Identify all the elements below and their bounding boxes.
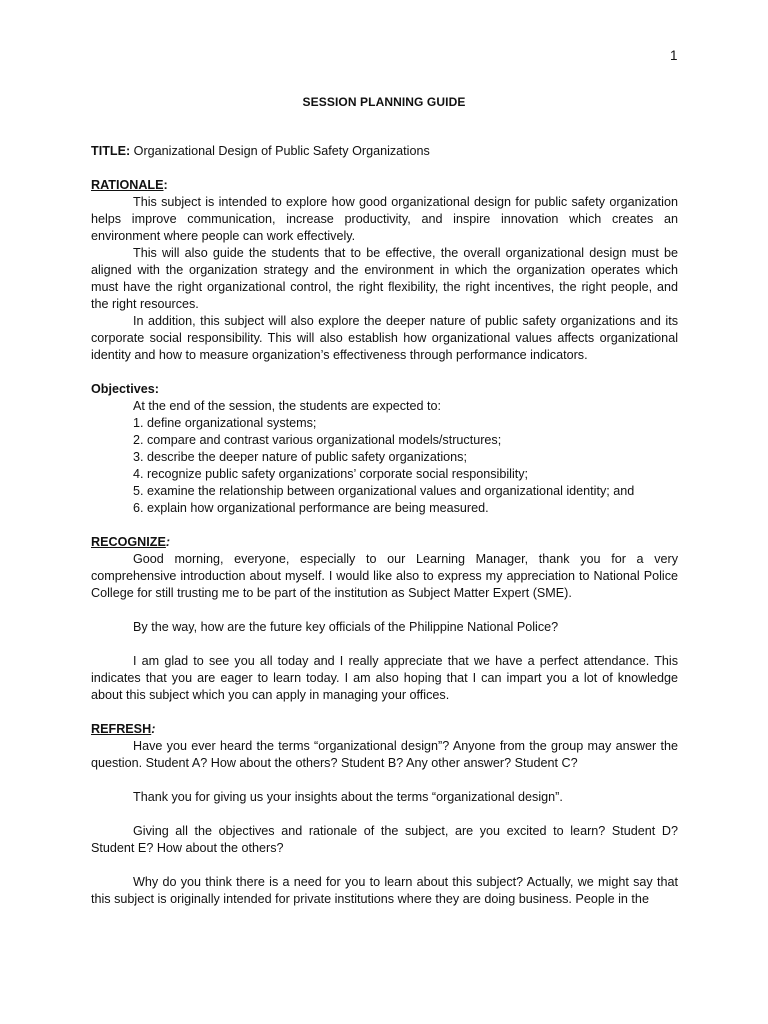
rationale-paragraph-2: This will also guide the students that to be effective, the overall organizational design must be aligned with the organization strategy and the environment in which the organization operates which must have the right organizational control, the right flexibility, the right incentives, the right people, and the right resources. [91,246,678,311]
document-heading: SESSION PLANNING GUIDE [302,95,466,109]
rationale-heading [91,177,678,194]
recognize-paragraph-1: Good morning, everyone, especially to our Learning Manager, thank you for a very comprehensive introduction about myself. I would like also to express my appreciation to National Police College for still trusting me to be part of the institution as Subject Matter Expert (SME). [91,552,678,600]
refresh-paragraph-2: Thank you for giving us your insights about the terms “organizational design”. [133,790,563,804]
page-number: 1 [670,48,678,63]
objective-item: 6. explain how organizational performance are being measured. [133,501,489,515]
objectives-list [91,415,678,517]
refresh-paragraph-1: Have you ever heard the terms “organizational design”? Anyone from the group may answer the question. Student A? How about the others? Student B? Any other answer? Student C? [91,739,678,770]
rationale-paragraph-1: This subject is intended to explore how good organizational design for public safety organization helps improve communication, increase productivity, and inspire innovation which creates an environment where people can work effectively. [91,195,678,243]
objectives-heading: Objectives: [91,382,159,396]
title-label: TITLE: [91,144,131,158]
document-body [91,143,678,908]
recognize-heading [91,534,678,551]
rationale-label: RATIONALE [91,178,164,192]
objective-item: 5. examine the relationship between organizational values and organizational identity; and [133,484,635,498]
recognize-colon: : [165,535,171,549]
objective-item: 1. define organizational systems; [133,416,317,430]
recognize-paragraph-3: I am glad to see you all today and I really appreciate that we have a perfect attendance. This indicates that you are eager to learn today. I am also hoping that I can impart you a lot of knowledge about this subject which you can apply in managing your offices. [91,654,678,702]
refresh-colon: : [151,722,156,736]
refresh-label: REFRESH [91,722,152,736]
rationale-colon: : [163,178,168,192]
objective-item: 2. compare and contrast various organizational models/structures; [133,433,502,447]
recognize-paragraph-2: By the way, how are the future key officials of the Philippine National Police? [133,620,559,634]
refresh-heading [91,721,678,738]
objective-item: 3. describe the deeper nature of public safety organizations; [133,450,467,464]
recognize-label: RECOGNIZE [91,535,166,549]
rationale-paragraph-3: In addition, this subject will also explore the deeper nature of public safety organizations and its corporate social responsibility. This will also establish how organizational values affects organizational identity and how to measure organization’s effectiveness through performance indicators. [91,314,678,362]
refresh-paragraph-4: Why do you think there is a need for you to learn about this subject? Actually, we might say that this subject is originally intended for private institutions where they are doing business. People in the [91,875,678,906]
title-text: Organizational Design of Public Safety Organizations [133,144,430,158]
title-line [91,143,678,160]
refresh-paragraph-3: Giving all the objectives and rationale of the subject, are you excited to learn? Student D? Student E? How about the others? [91,824,678,855]
objective-item: 4. recognize public safety organizations’ corporate social responsibility; [133,467,529,481]
objectives-intro: At the end of the session, the students are expected to: [133,399,442,413]
